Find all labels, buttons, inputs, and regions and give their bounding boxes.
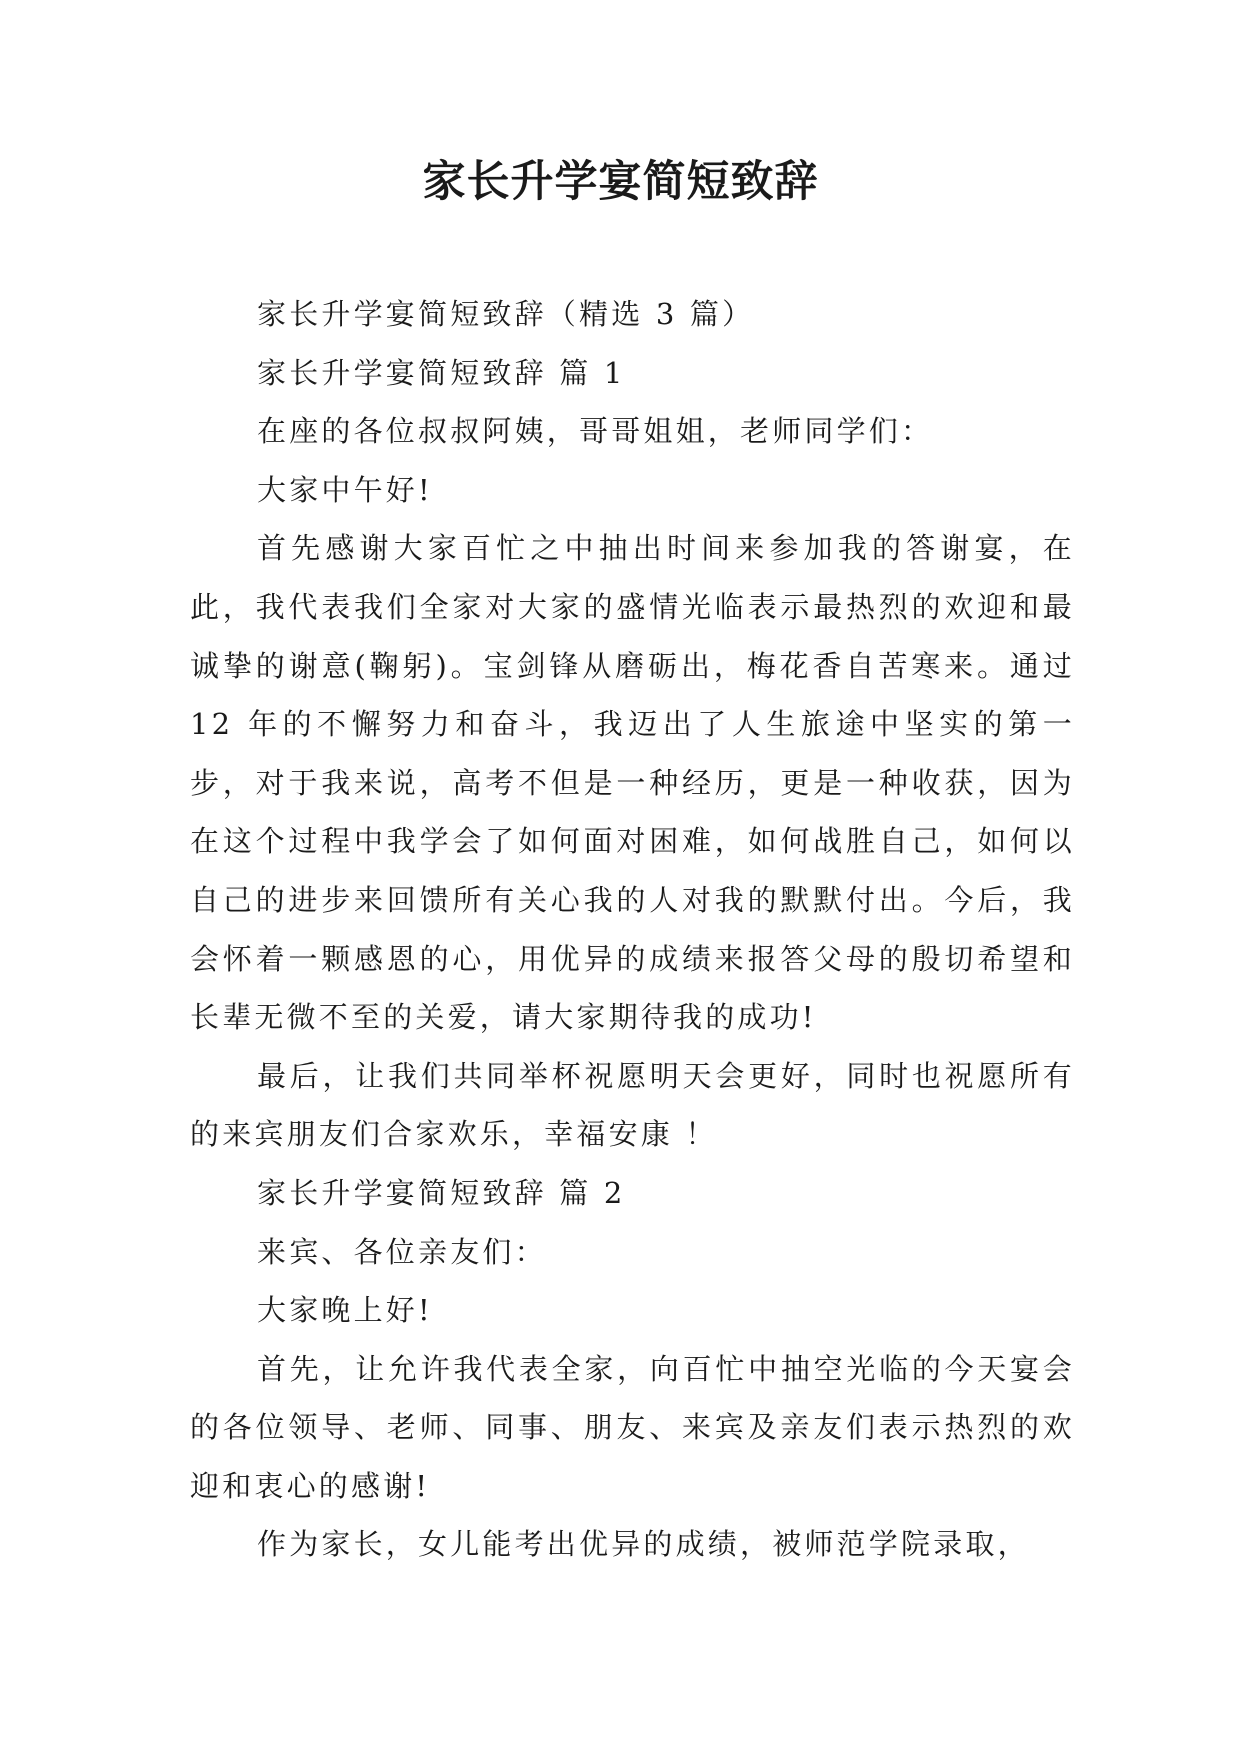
paragraph-body-3: 作为家长，女儿能考出优异的成绩，被师范学院录取，	[257, 1527, 1030, 1562]
paragraph-body-2: 首先，让允许我代表全家，向百忙中抽空光临的今天宴会的各位领导、老师、同事、朋友、来宾及亲友们表示热烈的欢迎和衷心的感谢!	[190, 1351, 1075, 1503]
paragraph-closing-1: 最后，让我们共同举杯祝愿明天会更好，同时也祝愿所有的来宾朋友们合家欢乐，幸福安康 ！	[190, 1058, 1075, 1152]
paragraph-section-2-heading: 家长升学宴简短致辞 篇 2	[257, 1175, 626, 1210]
paragraph-greeting-2: 大家晚上好!	[257, 1293, 433, 1328]
paragraph-salutation-1: 在座的各位叔叔阿姨，哥哥姐姐，老师同学们：	[257, 414, 934, 449]
document-body	[190, 285, 1075, 1574]
paragraph-section-1-heading: 家长升学宴简短致辞 篇 1	[257, 355, 626, 390]
paragraph-body-1: 首先感谢大家百忙之中抽出时间来参加我的答谢宴，在此，我代表我们全家对大家的盛情光临表示最热烈的欢迎和最诚挚的谢意(鞠躬)。宝剑锋从磨砺出，梅花香自苦寒来。通过 12 年的不懈努力和奋斗，我迈出了人生旅途中坚实的第一步，对于我来说，高考不但是一种经历，更是一种收获，因为在这个过程中我学会了如何面对困难，如何战胜自己，如何以自己的进步来回馈所有关心我的人对我的默默付出。今后，我会怀着一颗感恩的心，用优异的成绩来报答父母的殷切希望和长辈无微不至的关爱，请大家期待我的成功!	[190, 531, 1075, 1035]
paragraph-greeting-1: 大家中午好!	[257, 472, 433, 507]
paragraph-subtitle: 家长升学宴简短致辞（精选 3 篇）	[257, 297, 755, 331]
paragraph-salutation-2: 来宾、各位亲友们：	[257, 1234, 547, 1269]
document-title: 家长升学宴简短致辞	[422, 157, 819, 207]
